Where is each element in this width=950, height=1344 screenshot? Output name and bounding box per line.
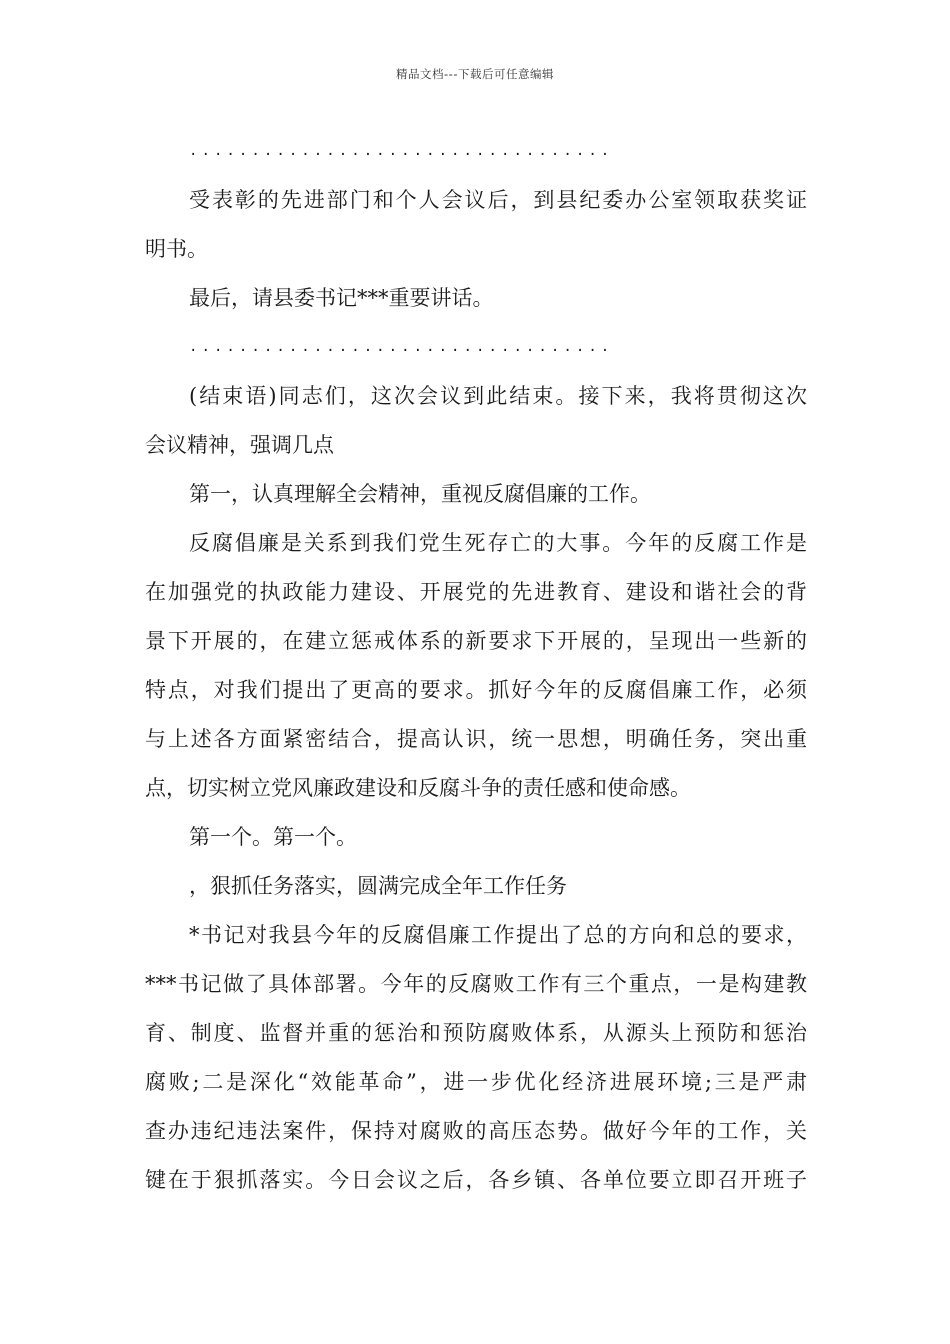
paragraph-line: 反腐倡廉是关系到我们党生死存亡的大事。今年的反腐工作是 [189,531,807,555]
paragraph-line: 受表彰的先进部门和个人会议后，到县纪委办公室领取获奖证 [189,188,807,212]
paragraph-line: 腐败;二是深化“效能革命”，进一步优化经济进展环境;三是严肃 [145,1070,807,1094]
paragraph-line: 在加强党的执政能力建设、开展党的先进教育、建设和谐社会的背 [145,580,807,604]
paragraph-line: 与上述各方面紧密结合，提高认识，统一思想，明确任务，突出重 [145,727,807,751]
paragraph-line: (结束语)同志们，这次会议到此结束。接下来，我将贯彻这次 [189,384,807,408]
paragraph-line: ***书记做了具体部署。今年的反腐败工作有三个重点，一是构建教 [145,972,807,996]
paragraph-line: 最后，请县委书记***重要讲话。 [189,286,494,310]
paragraph-line: 键在于狠抓落实。今日会议之后，各乡镇、各单位要立即召开班子 [145,1168,807,1192]
paragraph-line: 特点，对我们提出了更高的要求。抓好今年的反腐倡廉工作，必须 [145,678,807,702]
ellipsis-separator: .................................. [189,339,614,355]
paragraph-line: 明书。 [145,237,208,261]
paragraph-line: *书记对我县今年的反腐倡廉工作提出了总的方向和总的要求， [189,923,807,947]
paragraph-line: 查办违纪违法案件，保持对腐败的高压态势。做好今年的工作，关 [145,1119,807,1143]
paragraph-line: 景下开展的，在建立惩戒体系的新要求下开展的，呈现出一些新的 [145,629,807,653]
document-body [145,127,807,1205]
page-header: 精品文档---下载后可任意编辑 [396,67,554,81]
paragraph-line: ，狠抓任务落实，圆满完成全年工作任务 [189,874,567,898]
paragraph-line: 第一，认真理解全会精神，重视反腐倡廉的工作。 [189,482,651,506]
ellipsis-separator: .................................. [189,143,614,159]
paragraph-line: 育、制度、监督并重的惩治和预防腐败体系，从源头上预防和惩治 [145,1021,807,1045]
paragraph-line: 第一个。第一个。 [189,825,357,849]
paragraph-line: 会议精神，强调几点 [145,433,334,457]
paragraph-line: 点，切实树立党风廉政建设和反腐斗争的责任感和使命感。 [145,776,691,800]
